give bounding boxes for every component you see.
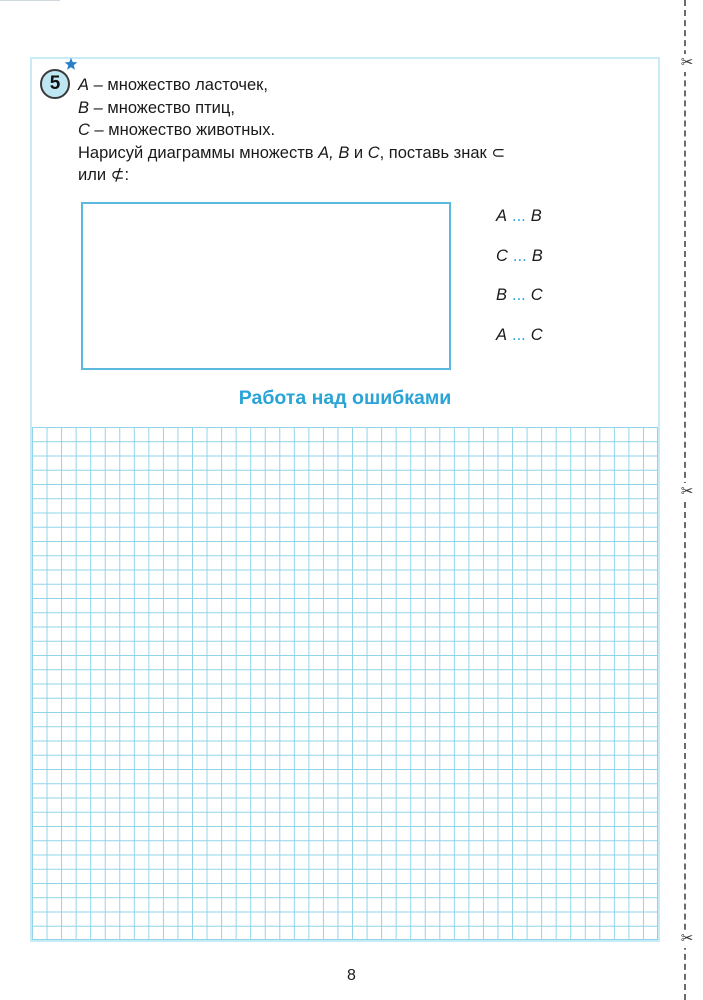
set-definition-b: B – множество птиц, [78,98,235,117]
scissors-icon: ✂ [680,54,694,71]
squared-paper-grid[interactable] [32,427,658,940]
relation-blank[interactable]: ... [512,325,526,344]
instruction-line-2: или ⊄: [78,166,130,184]
relation-blank[interactable]: ... [512,207,526,225]
set-definition-a: A – множество ласточек, [78,76,268,94]
instruction-line-1: Нарисуй диаграммы множеств A, B и C, поставь знак ⊂ [78,143,506,162]
relation-a-c: A ... C [496,325,543,344]
scissors-icon: ✂ [680,483,694,500]
set-definition-c: C – множество животных. [78,121,276,139]
relation-c-b: C ... B [496,246,543,265]
relation-blank[interactable]: ... [512,286,526,304]
task-number-badge: 5 [40,69,70,99]
relation-b-c: B ... C [496,286,543,304]
relation-a-b: A ... B [496,207,542,225]
star-icon [64,57,78,71]
relation-blank[interactable]: ... [512,246,527,265]
section-title: Работа над ошибками [238,387,452,409]
diagram-drawing-area[interactable] [81,202,451,370]
scissors-icon: ✂ [680,930,694,947]
task-text [78,74,505,187]
page-number: 8 [347,967,356,984]
relations-list [496,207,543,365]
top-rule [0,0,60,1]
